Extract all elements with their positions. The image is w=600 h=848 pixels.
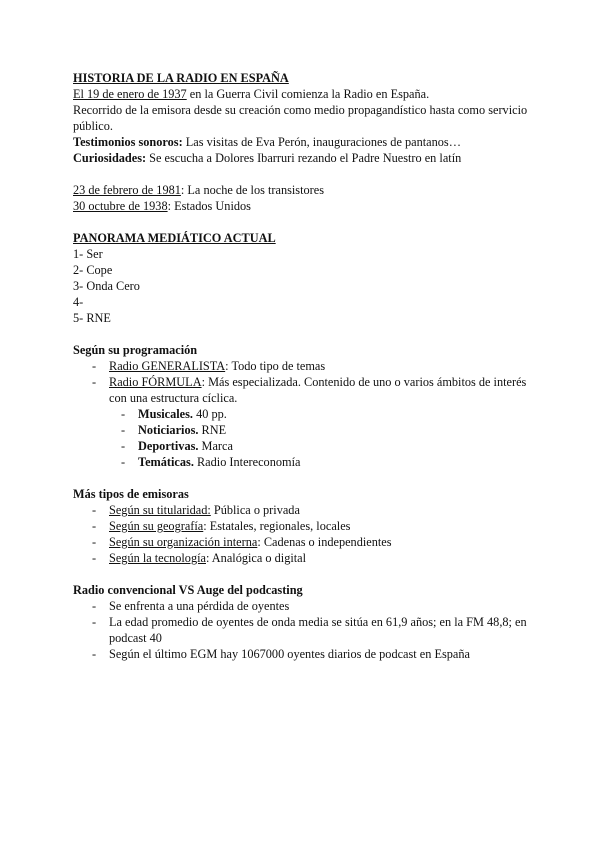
- spacer: [73, 470, 530, 486]
- panorama-heading: PANORAMA MEDIÁTICO ACTUAL: [73, 231, 276, 245]
- programacion-heading: Según su programación: [73, 343, 198, 357]
- date-text: : Estados Unidos: [167, 199, 251, 213]
- sublist-item: [121, 454, 530, 470]
- testimonios-text: Las visitas de Eva Perón, inauguraciones de pantanos…: [182, 135, 461, 149]
- intro-line-1: [73, 86, 530, 102]
- testimonios-label: Testimonios sonoros:: [73, 135, 183, 149]
- list-item: - Se enfrenta a una pérdida de oyentes: [92, 598, 530, 614]
- list-item: [92, 374, 530, 470]
- curiosidades-text: Se escucha a Dolores Ibarruri rezando el Padre Nuestro en latín: [146, 151, 462, 165]
- generalista-text: : Todo tipo de temas: [225, 359, 326, 373]
- list-item: [92, 518, 530, 534]
- sub-label: Temáticas.: [138, 455, 194, 469]
- panorama-item: 4-: [73, 295, 84, 309]
- sublist-item: [121, 438, 530, 454]
- tipo-term: Según su geografía: [109, 519, 204, 533]
- programacion-list: [73, 358, 530, 470]
- tipos-heading: Más tipos de emisoras: [73, 487, 189, 501]
- sub-text: Radio Intereconomía: [193, 455, 301, 469]
- formula-sublist: [109, 406, 530, 470]
- date-line: [73, 182, 530, 198]
- list-item: - La edad promedio de oyentes de onda media se sitúa en 61,9 años; en la FM 48,8; en podcast 40: [92, 614, 530, 646]
- podcast-heading: Radio convencional VS Auge del podcasting: [73, 583, 303, 597]
- date-line: [73, 198, 530, 214]
- sub-label: Noticiarios.: [138, 423, 199, 437]
- intro-line-1-text: en la Guerra Civil comienza la Radio en España.: [186, 87, 430, 101]
- formula-term: Radio FÓRMULA: [109, 375, 202, 389]
- sub-text: RNE: [198, 423, 227, 437]
- date-term: 30 octubre de 1938: [73, 199, 168, 213]
- sublist-item: [121, 422, 530, 438]
- curiosidades-label: Curiosidades:: [73, 151, 147, 165]
- sub-text: Marca: [198, 439, 233, 453]
- page-title: HISTORIA DE LA RADIO EN ESPAÑA: [73, 71, 289, 85]
- sub-text: 40 pp.: [193, 407, 227, 421]
- tipo-term: Según su titularidad:: [109, 503, 211, 517]
- tipo-term: Según la tecnología: [109, 551, 206, 565]
- date-link: El 19 de enero de 1937: [73, 87, 187, 101]
- sublist-item: [121, 406, 530, 422]
- sub-label: Deportivas.: [138, 439, 199, 453]
- spacer: [73, 326, 530, 342]
- tipos-list: [73, 502, 530, 566]
- formula-text: : Más especializada. Contenido de uno o varios ámbitos de interés con una estructura cíclica.: [109, 375, 527, 405]
- panorama-item: 1- Ser: [73, 247, 103, 261]
- panorama-item: 5- RNE: [73, 311, 111, 325]
- spacer: [73, 166, 530, 182]
- podcast-list: [73, 598, 530, 662]
- tipo-text: : Analógica o digital: [205, 551, 307, 565]
- tipo-text: : Cadenas o independientes: [257, 535, 392, 549]
- panorama-item: 3- Onda Cero: [73, 279, 140, 293]
- list-item: [92, 534, 530, 550]
- testimonios-line: [73, 134, 530, 150]
- tipo-term: Según su organización interna: [109, 535, 258, 549]
- tipo-text: : Estatales, regionales, locales: [203, 519, 351, 533]
- intro-line-2: Recorrido de la emisora desde su creación como medio propagandístico hasta como servicio público.: [73, 103, 528, 133]
- spacer: [73, 214, 530, 230]
- list-item: [92, 358, 530, 374]
- date-term: 23 de febrero de 1981: [73, 183, 181, 197]
- spacer: [73, 566, 530, 582]
- panorama-item: 2- Cope: [73, 263, 113, 277]
- list-item: [92, 502, 530, 518]
- list-item: [92, 550, 530, 566]
- generalista-term: Radio GENERALISTA: [109, 359, 226, 373]
- curiosidades-line: [73, 150, 530, 166]
- sub-label: Musicales.: [138, 407, 193, 421]
- tipo-text: Pública o privada: [210, 503, 300, 517]
- list-item: - Según el último EGM hay 1067000 oyentes diarios de podcast en España: [92, 646, 530, 662]
- date-text: : La noche de los transistores: [180, 183, 324, 197]
